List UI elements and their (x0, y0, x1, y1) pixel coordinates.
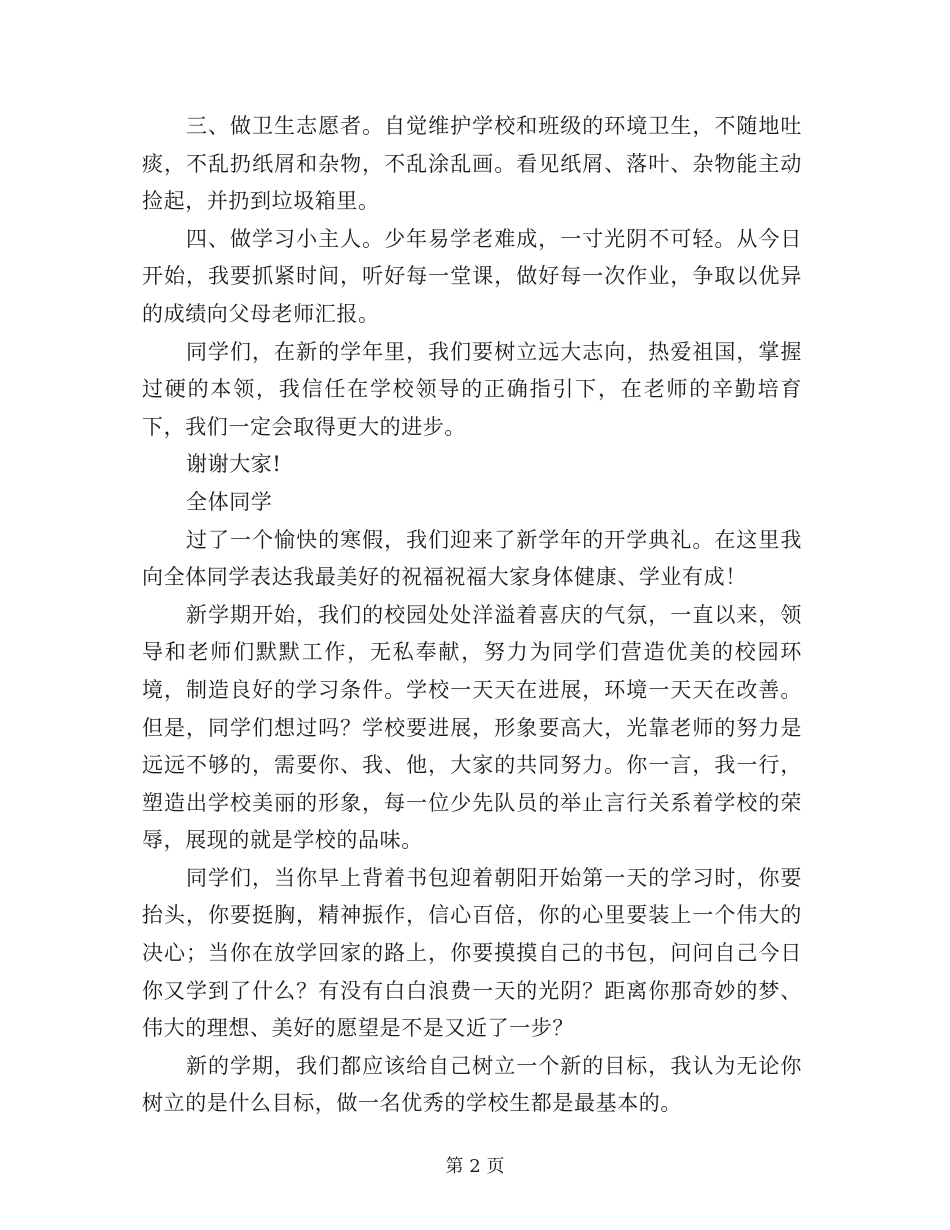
paragraph-new-goals: 新的学期，我们都应该给自己树立一个新的目标，我认为无论你树立的是什么目标，做一名优秀的学校生都是最基本的。 (142, 1053, 802, 1116)
paragraph-campus-atmosphere: 新学期开始，我们的校园处处洋溢着喜庆的气氛，一直以来，领导和老师们默默工作，无私奉献，努力为同学们营造优美的校园环境，制造良好的学习条件。学校一天天在进展，环境一天天在改善。但是，同学们想过吗？学校要进展，形象要高大，光靠老师的努力是远远不够的，需要你、我、他，大家的共同努力。你一言，我一行，塑造出学校美丽的形象，每一位少先队员的举止言行关系着学校的荣辱，展现的就是学校的品味。 (142, 602, 802, 853)
page-number: 第 2 页 (445, 1156, 505, 1177)
paragraph-new-school-year: 同学们，在新的学年里，我们要树立远大志向，热爱祖国，掌握过硬的本领，我信任在学校领导的正确指引下，在老师的辛勤培育下，我们一定会取得更大的进步。 (142, 339, 802, 439)
paragraph-opening-ceremony: 过了一个愉快的寒假，我们迎来了新学年的开学典礼。在这里我向全体同学表达我最美好的祝福祝福大家身体健康、学业有成！ (142, 527, 802, 590)
paragraph-hygiene-volunteer: 三、做卫生志愿者。自觉维护学校和班级的环境卫生，不随地吐痰，不乱扔纸屑和杂物，不乱涂乱画。看见纸屑、落叶、杂物能主动捡起，并扔到垃圾箱里。 (142, 114, 802, 214)
paragraph-salutation: 全体同学 (186, 489, 273, 514)
paragraph-thanks: 谢谢大家! (186, 452, 282, 477)
document-body (142, 108, 802, 1123)
paragraph-study-master: 四、做学习小主人。少年易学老难成，一寸光阴不可轻。从今日开始，我要抓紧时间，听好每一堂课，做好每一次作业，争取以优异的成绩向父母老师汇报。 (142, 226, 802, 326)
paragraph-morning-study: 同学们，当你早上背着书包迎着朝阳开始第一天的学习时，你要抬头，你要挺胸，精神振作，信心百倍，你的心里要装上一个伟大的决心；当你在放学回家的路上，你要摸摸自己的书包，问问自己今日你又学到了什么？有没有白白浪费一天的光阴？距离你那奇妙的梦、伟大的理想、美好的愿望是不是又近了一步？ (142, 865, 802, 1041)
